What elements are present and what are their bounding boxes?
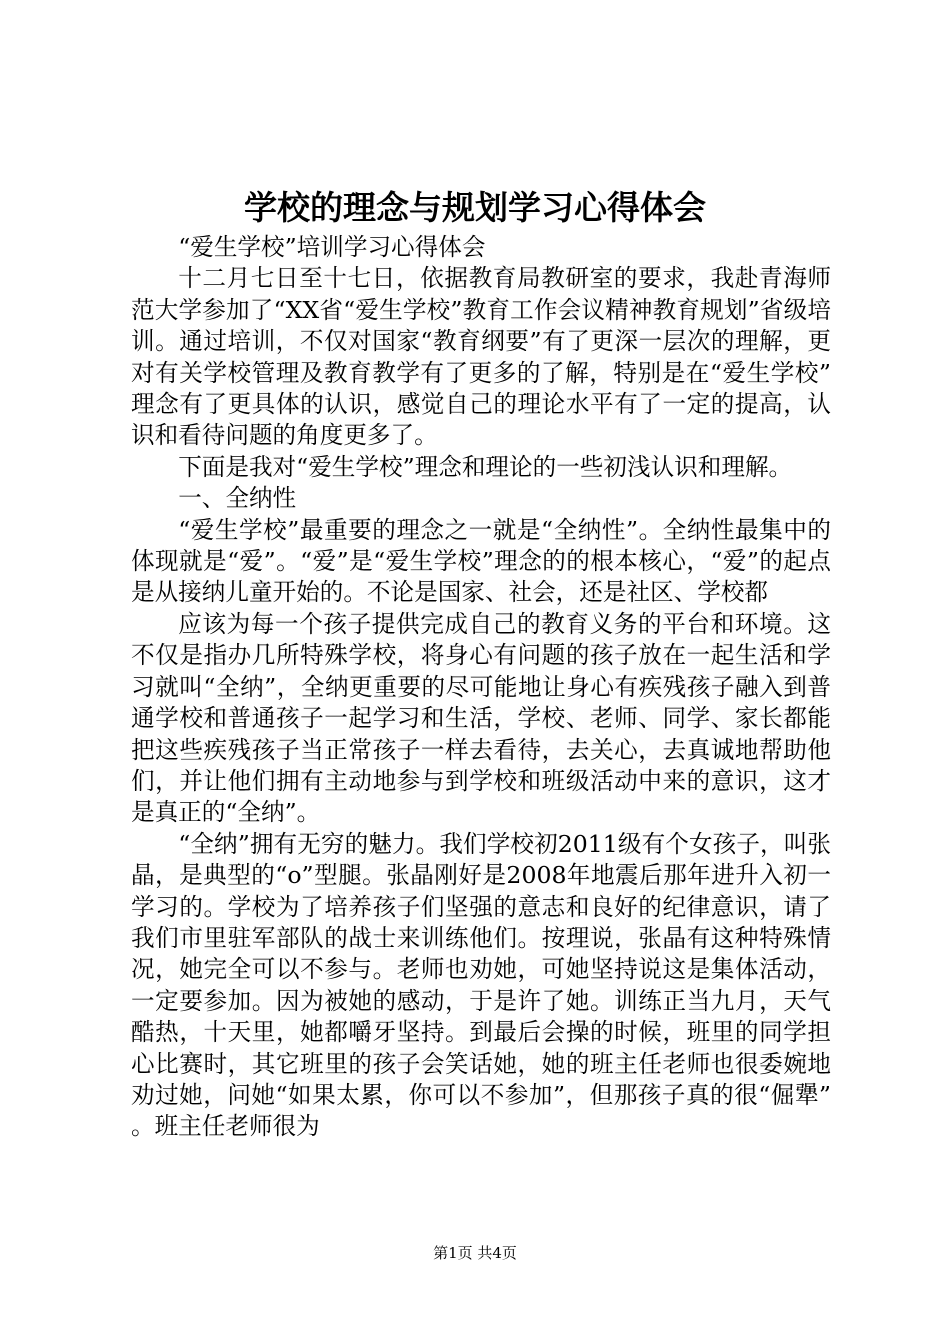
paragraph-subtitle: “爱生学校”培训学习心得体会 xyxy=(178,233,486,261)
paragraph-platform: 应该为每一个孩子提供完成自己的教育义务的平台和环境。这不仅是指办几所特殊学校，将身心有问题的孩子放在一起生活和学习就叫“全纳”，全纳更重要的尽可能地让身心有疾残孩子融入到普通学校和普通孩子一起学习和生活，学校、老师、同学、家长都能把这些疾残孩子当正常孩子一样去看待，去关心，去真诚地帮助他们，并让他们拥有主动地参与到学校和班级活动中来的意识，这才是真正的“全纳”。 xyxy=(131,609,831,827)
paragraph-intro: 十二月七日至十七日，依据教育局教研室的要求，我赴青海师范大学参加了“XX省“爱生学校”教育工作会议精神教育规划”省级培训。通过培训，不仅对国家“教育纲要”有了更深一层次的理解，更对有关学校管理及教育教学有了更多的了解，特别是在“爱生学校”理念有了更具体的认识，感觉自己的理论水平有了一定的提高，认识和看待问题的角度更多了。 xyxy=(131,264,831,450)
document-body xyxy=(131,232,831,1143)
document-title: 学校的理念与规划学习心得体会 xyxy=(244,188,706,227)
section-heading-inclusiveness: 一、全纳性 xyxy=(178,484,297,513)
paragraph-inclusiveness: “爱生学校”最重要的理念之一就是“全纳性”。全纳性最集中的体现就是“爱”。“爱”是“爱生学校”理念的的根本核心，“爱”的起点是从接纳儿童开始的。不论是国家、社会，还是社区、学校都 xyxy=(131,515,831,607)
paragraph-understanding: 下面是我对“爱生学校”理念和理论的一些初浅认识和理解。 xyxy=(178,452,793,481)
paragraph-story: “全纳”拥有无穷的魅力。我们学校初2011级有个女孩子，叫张晶，是典型的“o”型腿。张晶刚好是2008年地震后那年进升入初一学习的。学校为了培养孩子们坚强的意志和良好的纪律意识，请了我们市里驻军部队的战士来训练他们。按理说，张晶有这种特殊情况，她完全可以不参与。老师也劝她，可她坚持说这是集体活动，一定要参加。因为被她的感动，于是许了她。训练正当九月，天气酷热，十天里，她都嚼牙坚持。到最后会操的时候，班里的同学担心比赛时，其它班里的孩子会笑话她，她的班主任老师也很委婉地劝过她，问她“如果太累，你可以不参加”，但那孩子真的很“倔犟”。班主任老师很为 xyxy=(131,829,831,1141)
page-number-footer: 第1页 共4页 xyxy=(433,1244,517,1262)
